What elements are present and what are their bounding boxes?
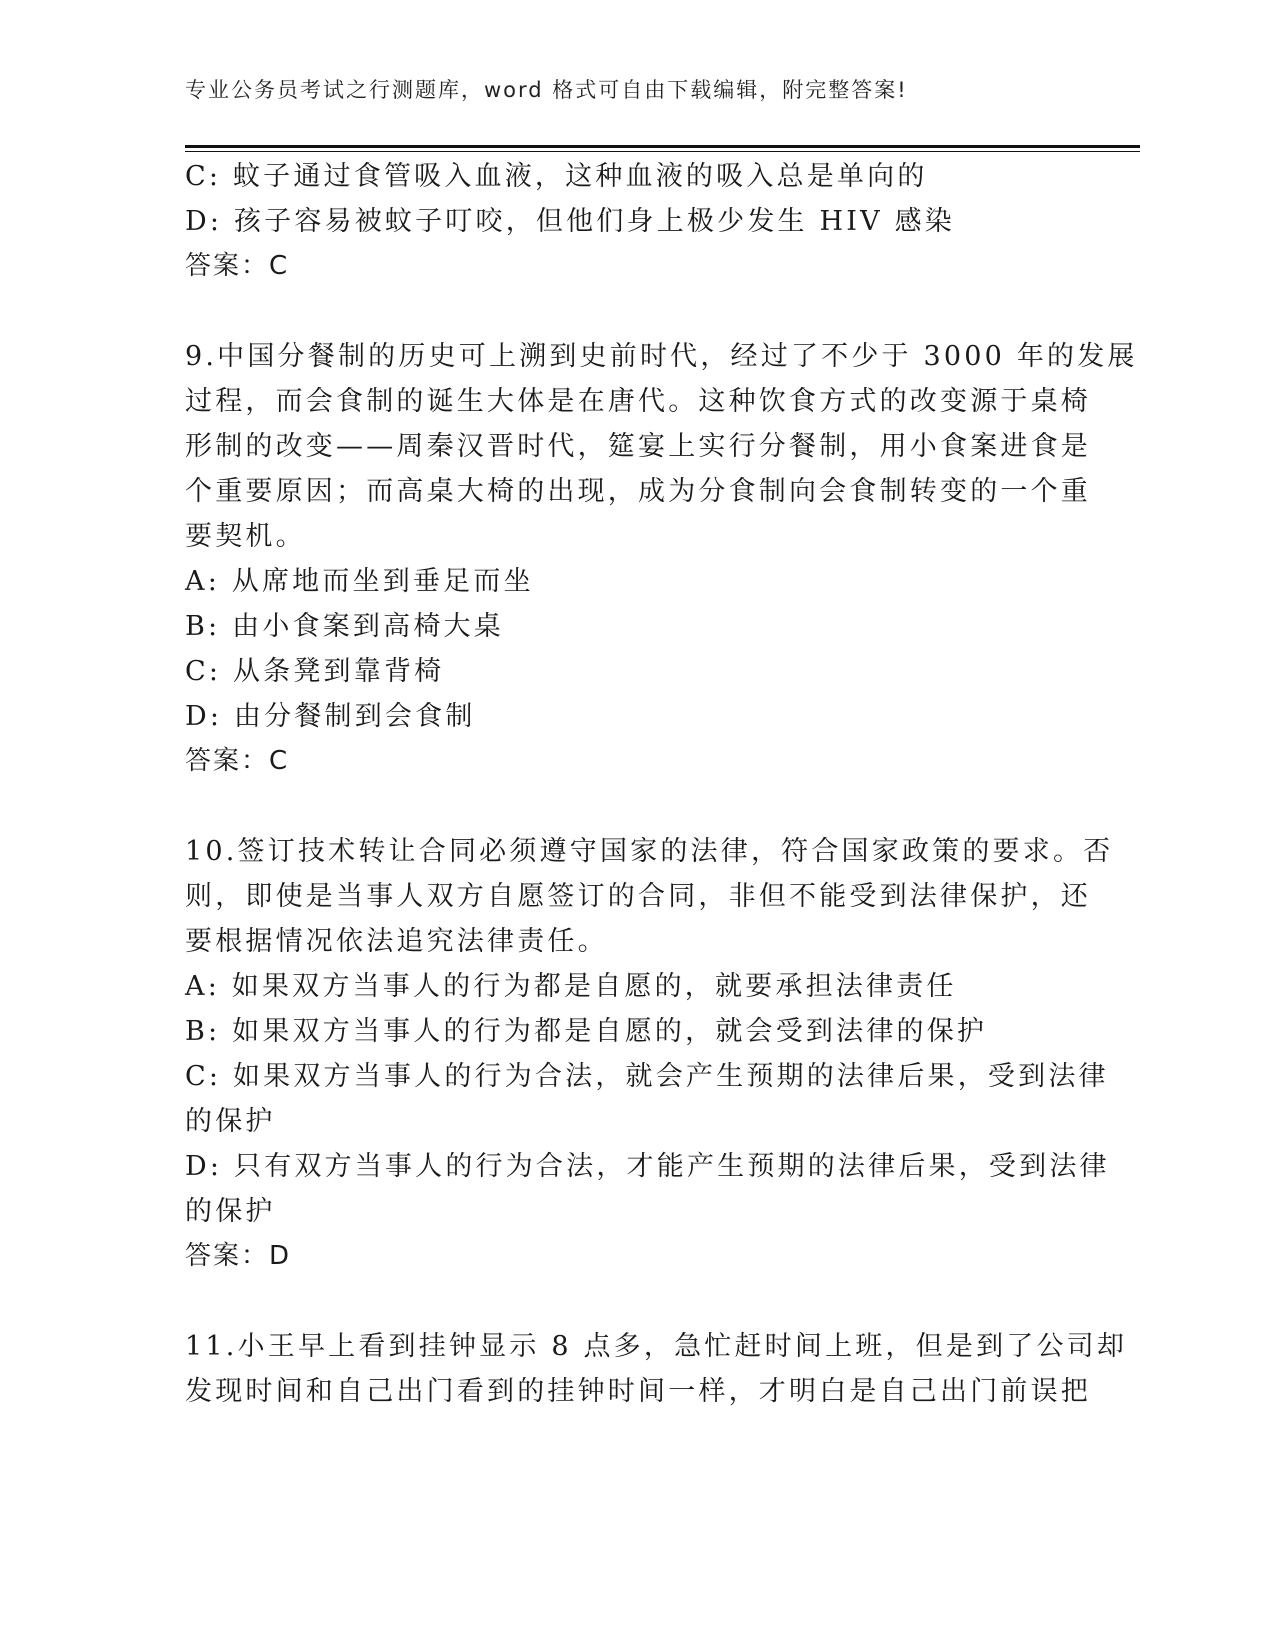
q9-stem-line: 9.中国分餐制的历史可上溯到史前时代，经过了不少于 3000 年的发展 — [185, 341, 1138, 372]
prev-answer: 答案：C — [185, 251, 290, 281]
q9-option-c: C: 从条凳到靠背椅 — [185, 656, 445, 687]
spacer — [185, 784, 1075, 829]
q11-stem-line: 发现时间和自己出门看到的挂钟时间一样，才明白是自己出门前误把 — [185, 1376, 1091, 1407]
spacer — [185, 289, 1075, 334]
spacer — [185, 1279, 1075, 1324]
q9-option-d: D: 由分餐制到会食制 — [185, 701, 476, 732]
q10-stem-line: 要根据情况依法追究法律责任。 — [185, 926, 608, 957]
prev-option-d: D: 孩子容易被蚊子叮咬，但他们身上极少发生 HIV 感染 — [185, 206, 956, 237]
q9-stem-line: 过程，而会食制的诞生大体是在唐代。这种饮食方式的改变源于桌椅 — [185, 386, 1091, 417]
header-rule-thick — [185, 145, 1140, 148]
q9-stem-line: 要契机。 — [185, 521, 306, 552]
q9-stem-line: 个重要原因；而高桌大椅的出现，成为分食制向会食制转变的一个重 — [185, 476, 1091, 507]
q11-stem-line: 11.小王早上看到挂钟显示 8 点多，急忙赶时间上班，但是到了公司却 — [185, 1331, 1128, 1362]
q9-stem-line: 形制的改变——周秦汉晋时代，筵宴上实行分餐制，用小食案进食是 — [185, 431, 1091, 462]
q10-option-c-cont: 的保护 — [185, 1106, 276, 1137]
page-header: 专业公务员考试之行测题库，word 格式可自由下载编辑，附完整答案! — [185, 78, 908, 102]
document-body — [185, 154, 1138, 1414]
q10-option-d: D: 只有双方当事人的行为合法，才能产生预期的法律后果，受到法律 — [185, 1151, 1110, 1182]
q9-answer: 答案：C — [185, 746, 290, 776]
q9-option-b: B: 由小食案到高椅大桌 — [185, 611, 504, 642]
prev-option-c: C: 蚊子通过食管吸入血液，这种血液的吸入总是单向的 — [185, 161, 928, 192]
q10-option-b: B: 如果双方当事人的行为都是自愿的，就会受到法律的保护 — [185, 1016, 988, 1047]
q9-option-a: A: 从席地而坐到垂足而坐 — [185, 566, 534, 597]
q10-answer: 答案：D — [185, 1241, 292, 1271]
q10-option-c: C: 如果双方当事人的行为合法，就会产生预期的法律后果，受到法律 — [185, 1061, 1109, 1092]
header-rule-thin — [185, 151, 1140, 152]
q10-stem-line: 则，即使是当事人双方自愿签订的合同，非但不能受到法律保护，还 — [185, 881, 1091, 912]
q10-stem-line: 10.签订技术转让合同必须遵守国家的法律，符合国家政策的要求。否 — [185, 836, 1114, 867]
q10-option-a: A: 如果双方当事人的行为都是自愿的，就要承担法律责任 — [185, 971, 957, 1002]
q10-option-d-cont: 的保护 — [185, 1196, 276, 1227]
